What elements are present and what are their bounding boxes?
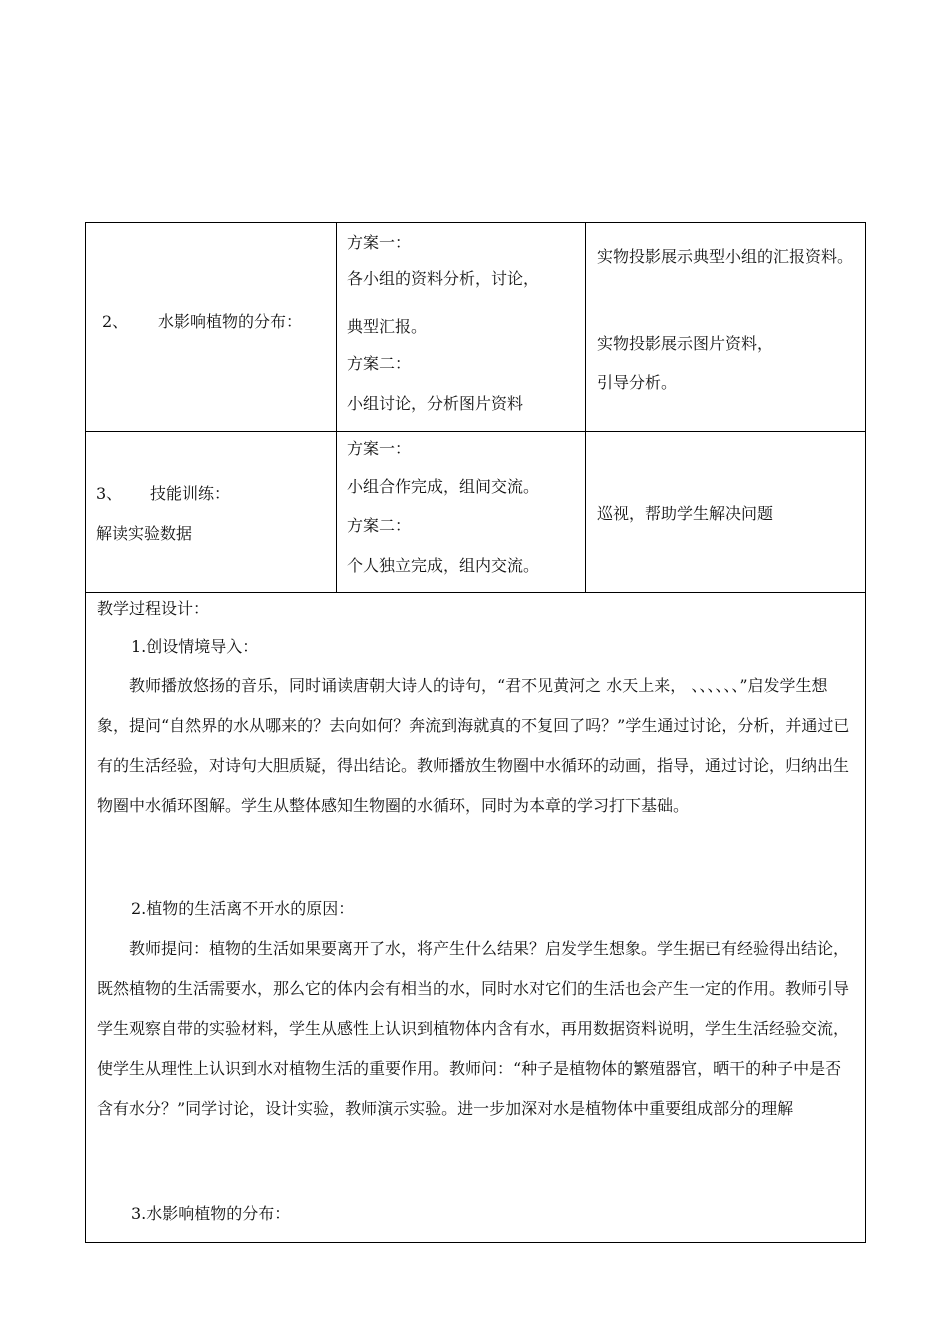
teacher-text: 实物投影展示图片资料，: [597, 334, 774, 353]
lesson-table: [85, 222, 866, 1243]
topic-number: 3、: [96, 484, 123, 503]
topic-number: 2、: [102, 312, 129, 331]
topic-subtitle: 解读实验数据: [96, 524, 193, 543]
step-title: 2.植物的生活离不开水的原因：: [131, 899, 355, 918]
topic-title: 技能训练：: [150, 484, 231, 503]
plan-label: 方案一：: [347, 439, 412, 458]
teacher-text: 实物投影展示典型小组的汇报资料。: [597, 247, 854, 266]
table-row: [86, 432, 865, 593]
teacher-text: 引导分析。: [597, 373, 678, 392]
plan-text: 小组合作完成，组间交流。: [347, 477, 540, 496]
step-body: 教师提问：植物的生活如果要离开了水，将产生什么结果？启发学生想象。学生据已有经验得出结论，既然植物的生活需要水，那么它的体内会有相当的水，同时水对它们的生活也会产生一定的作用。教师引导学生观察自带的实验材料，学生从感性上认识到植物体内含有水，再用数据资料说明，学生生活经验交流，使学生从理性上认识到水对植物生活的重要作用。教师问：“种子是植物体的繁殖器官，晒干的种子中是否含有水分？”同学讨论，设计实验，教师演示实验。进一步加深对水是植物体中重要组成部分的理解: [97, 939, 850, 1118]
topic-title: 水影响植物的分布：: [158, 312, 303, 331]
student-activity-cell: [337, 223, 586, 431]
plan-text: 个人独立完成，组内交流。: [347, 556, 540, 575]
topic-cell: [86, 223, 337, 431]
teacher-activity-cell: [586, 223, 865, 431]
step-body: 教师播放悠扬的音乐，同时诵读唐朝大诗人的诗句，“君不见黄河之 水天上来， 、、、、、、”启发学生想象，提问“自然界的水从哪来的？去向如何？奔流到海就真的不复回了吗？”学生通过讨论，分析，并通过已有的生活经验，对诗句大胆质疑，得出结论。教师播放生物圈中水循环的动画，指导，通过讨论，归纳出生物圈中水循环图解。学生从整体感知生物圈的水循环，同时为本章的学习打下基础。: [97, 676, 850, 815]
section-heading: 教学过程设计：: [97, 599, 210, 618]
teacher-activity-cell: [586, 432, 865, 592]
teacher-text: 巡视，帮助学生解决问题: [597, 504, 774, 523]
topic-cell: [86, 432, 337, 592]
plan-label: 方案一：: [347, 233, 412, 252]
step-title: 1.创设情境导入：: [131, 637, 259, 656]
plan-text: 典型汇报。: [347, 317, 428, 336]
table-row: [86, 223, 865, 432]
plan-label: 方案二：: [347, 354, 412, 373]
plan-label: 方案二：: [347, 516, 412, 535]
plan-text: 小组讨论，分析图片资料: [347, 394, 524, 413]
plan-text: 各小组的资料分析，讨论，: [347, 269, 540, 288]
step-title: 3.水影响植物的分布：: [131, 1204, 291, 1223]
student-activity-cell: [337, 432, 586, 592]
